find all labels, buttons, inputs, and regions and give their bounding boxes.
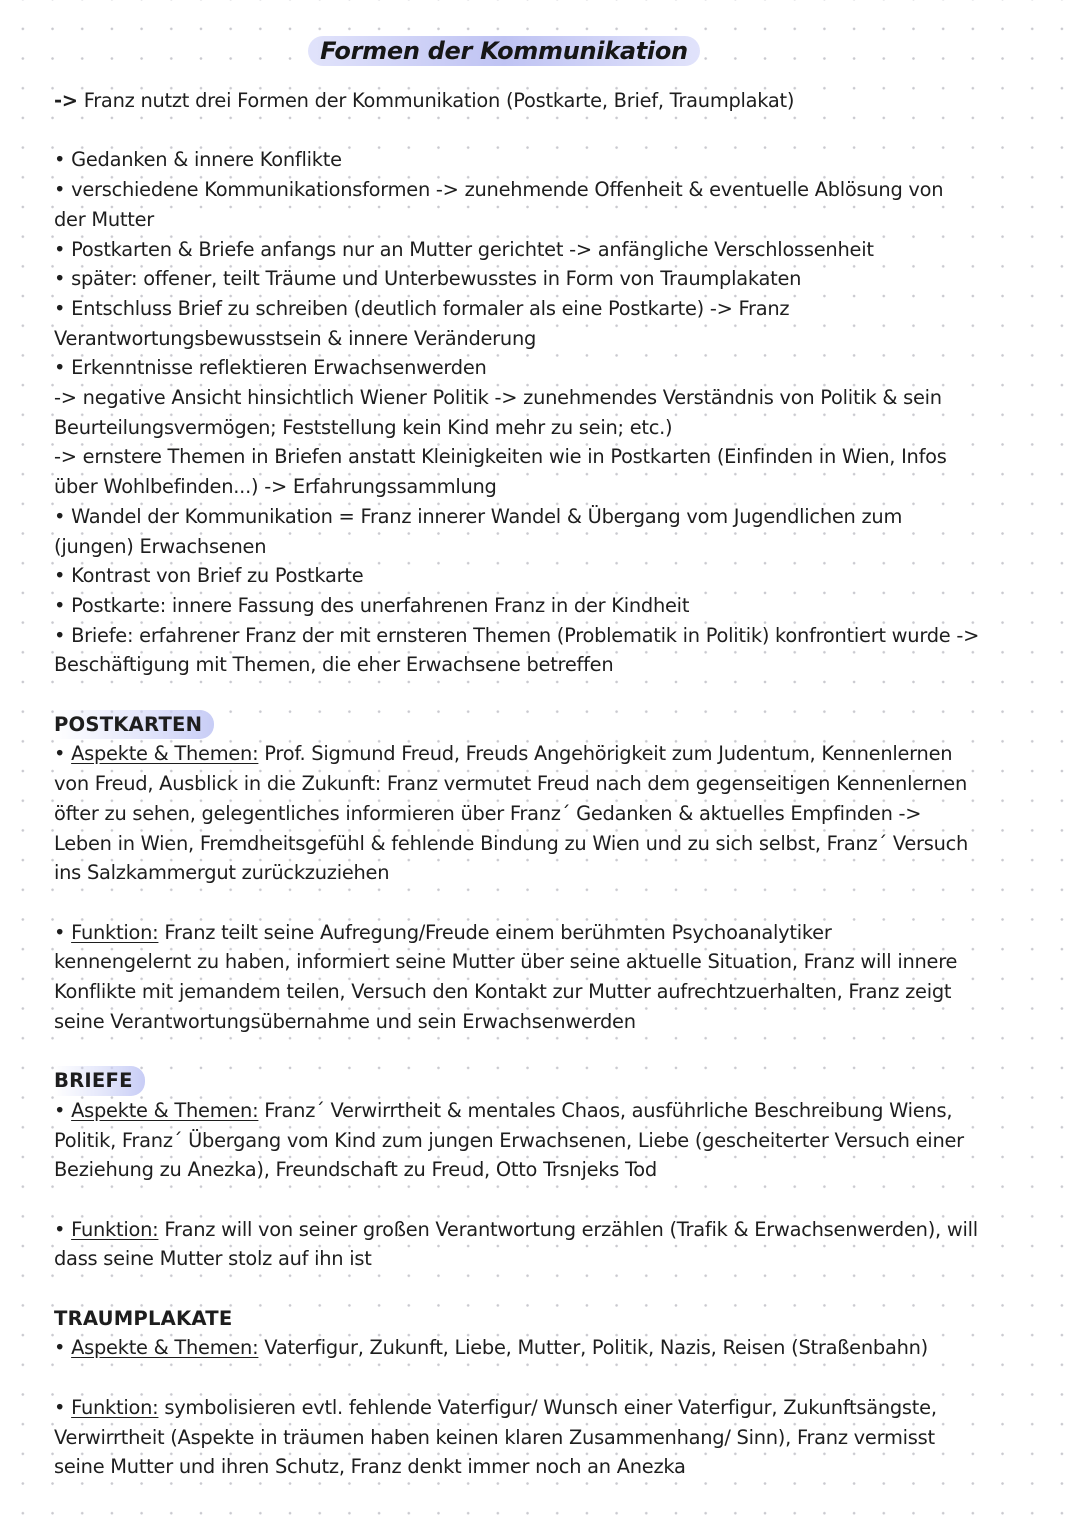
intro-text: Franz nutzt drei Formen der Kommunikation (Postkarte, Brief, Traumplakat): [83, 89, 795, 112]
section-heading: BRIEFE: [54, 1066, 145, 1096]
overview-line: • Kontrast von Brief zu Postkarte: [54, 564, 364, 588]
aspekte-line: [54, 1333, 1022, 1363]
section-heading: POSTKARTEN: [54, 710, 214, 740]
funktion-line: dass seine Mutter stolz auf ihn ist: [54, 1247, 372, 1271]
spacer: [54, 1274, 1022, 1304]
overview-line: Beschäftigung mit Themen, die eher Erwachsene betreffen: [54, 653, 614, 677]
overview-line: (jungen) Erwachsenen: [54, 534, 267, 558]
aspekte-line: Leben in Wien, Fremdheitsgefühl & fehlende Bindung zu Wien und zu sich selbst, Franz´ Versuch: [54, 831, 969, 855]
overview-line: • Briefe: erfahrener Franz der mit ernsteren Themen (Problematik in Politik) konfrontiert wurde ->: [54, 623, 980, 647]
funktion-text: Franz will von seiner großen Verantwortung erzählen (Trafik & Erwachsenwerden), will: [158, 1217, 978, 1241]
bullet-icon: •: [54, 1098, 66, 1122]
section-heading: TRAUMPLAKATE: [54, 1306, 233, 1330]
spacer: [54, 888, 1022, 918]
bullet-icon: •: [54, 1217, 66, 1241]
overview-line: • Wandel der Kommunikation = Franz innerer Wandel & Übergang vom Jugendlichen zum: [54, 504, 903, 528]
section-briefe: [54, 1066, 1022, 1274]
section-traumplakate: [54, 1304, 1022, 1482]
funktion-text: Franz teilt seine Aufregung/Freude einem berühmten Psychoanalytiker: [158, 920, 832, 944]
funktion-label: Funktion:: [71, 1395, 159, 1419]
aspekte-line: Beziehung zu Anezka), Freundschaft zu Freud, Otto Trsnjeks Tod: [54, 1158, 657, 1182]
funktion-line: seine Mutter und ihren Schutz, Franz denkt immer noch an Anezka: [54, 1455, 686, 1479]
overview-line: -> ernstere Themen in Briefen anstatt Kleinigkeiten wie in Postkarten (Einfinden in Wien, Infos: [54, 445, 947, 469]
overview-line: • Entschluss Brief zu schreiben (deutlich formaler als eine Postkarte) -> Franz: [54, 296, 790, 320]
aspekte-line: Politik, Franz´ Übergang vom Kind zum jungen Erwachsenen, Liebe (gescheiterter Versuch einer: [54, 1128, 964, 1152]
overview-line: über Wohlbefinden...) -> Erfahrungssammlung: [54, 475, 497, 499]
aspekte-line: von Freud, Ausblick in die Zukunft: Franz vermutet Freud nach dem gegenseitigen Kennenlernen: [54, 772, 968, 796]
aspekte-label: Aspekte & Themen:: [71, 1098, 259, 1122]
overview-line: • Gedanken & innere Konflikte: [54, 148, 342, 172]
overview-line: • Postkarten & Briefe anfangs nur an Mutter gerichtet -> anfängliche Verschlossenheit: [54, 237, 874, 261]
aspekte-line: [54, 1096, 1022, 1126]
aspekte-text: Vaterfigur, Zukunft, Liebe, Mutter, Politik, Nazis, Reisen (Straßenbahn): [258, 1336, 928, 1360]
bullet-icon: •: [54, 1395, 66, 1419]
title-wrap: [0, 36, 1080, 70]
funktion-line: Verwirrtheit (Aspekte in träumen haben keinen klaren Zusammenhang/ Sinn), Franz vermisst: [54, 1425, 935, 1449]
overview-list: [54, 145, 1022, 680]
funktion-line: Konflikte mit jemandem teilen, Versuch den Kontakt zur Mutter aufrechtzuerhalten, Franz zeigt: [54, 980, 952, 1004]
overview-line: • später: offener, teilt Träume und Unterbewusstes in Form von Traumplakaten: [54, 267, 802, 291]
aspekte-text: Franz´ Verwirrtheit & mentales Chaos, ausführliche Beschreibung Wiens,: [258, 1098, 953, 1122]
overview-line: • Postkarte: innere Fassung des unerfahrenen Franz in der Kindheit: [54, 593, 690, 617]
section-postkarten: [54, 710, 1022, 1037]
overview-line: der Mutter: [54, 207, 155, 231]
spacer: [54, 1185, 1022, 1215]
overview-line: • verschiedene Kommunikationsformen -> zunehmende Offenheit & eventuelle Ablösung von: [54, 178, 944, 202]
funktion-line: [54, 1393, 1022, 1423]
aspekte-label: Aspekte & Themen:: [71, 1336, 259, 1360]
spacer: [54, 1363, 1022, 1393]
bullet-icon: •: [54, 742, 66, 766]
spacer: [54, 1036, 1022, 1066]
funktion-line: [54, 918, 1022, 948]
funktion-line: [54, 1215, 1022, 1245]
spacer: [54, 116, 1022, 146]
overview-line: • Erkenntnisse reflektieren Erwachsenwerden: [54, 356, 487, 380]
aspekte-line: ins Salzkammergut zurückzuziehen: [54, 861, 390, 885]
overview-line: Beurteilungsvermögen; Feststellung kein Kind mehr zu sein; etc.): [54, 415, 673, 439]
page-title: Formen der Kommunikation: [308, 36, 700, 66]
funktion-label: Funktion:: [71, 920, 159, 944]
aspekte-text: Prof. Sigmund Freud, Freuds Angehörigkeit zum Judentum, Kennenlernen: [258, 742, 953, 766]
arrow-icon: ->: [54, 89, 78, 112]
funktion-label: Funktion:: [71, 1217, 159, 1241]
aspekte-line: [54, 739, 1022, 769]
spacer: [54, 680, 1022, 710]
funktion-line: kennengelernt zu haben, informiert seine Mutter über seine aktuelle Situation, Franz will innere: [54, 950, 958, 974]
funktion-text: symbolisieren evtl. fehlende Vaterfigur/ Wunsch einer Vaterfigur, Zukunftsängste,: [158, 1395, 937, 1419]
document-page: [54, 36, 1022, 1482]
overview-line: -> negative Ansicht hinsichtlich Wiener Politik -> zunehmendes Verständnis von Politik & sein: [54, 386, 942, 410]
aspekte-line: öfter zu sehen, gelegentliches informieren über Franz´ Gedanken & aktuelles Empfinden ->: [54, 801, 922, 825]
overview-line: Verantwortungsbewusstsein & innere Veränderung: [54, 326, 537, 350]
aspekte-label: Aspekte & Themen:: [71, 742, 259, 766]
funktion-line: seine Verantwortungsübernahme und sein Erwachsenwerden: [54, 1009, 636, 1033]
bullet-icon: •: [54, 1336, 66, 1360]
bullet-icon: •: [54, 920, 66, 944]
intro-line: [54, 86, 1022, 116]
